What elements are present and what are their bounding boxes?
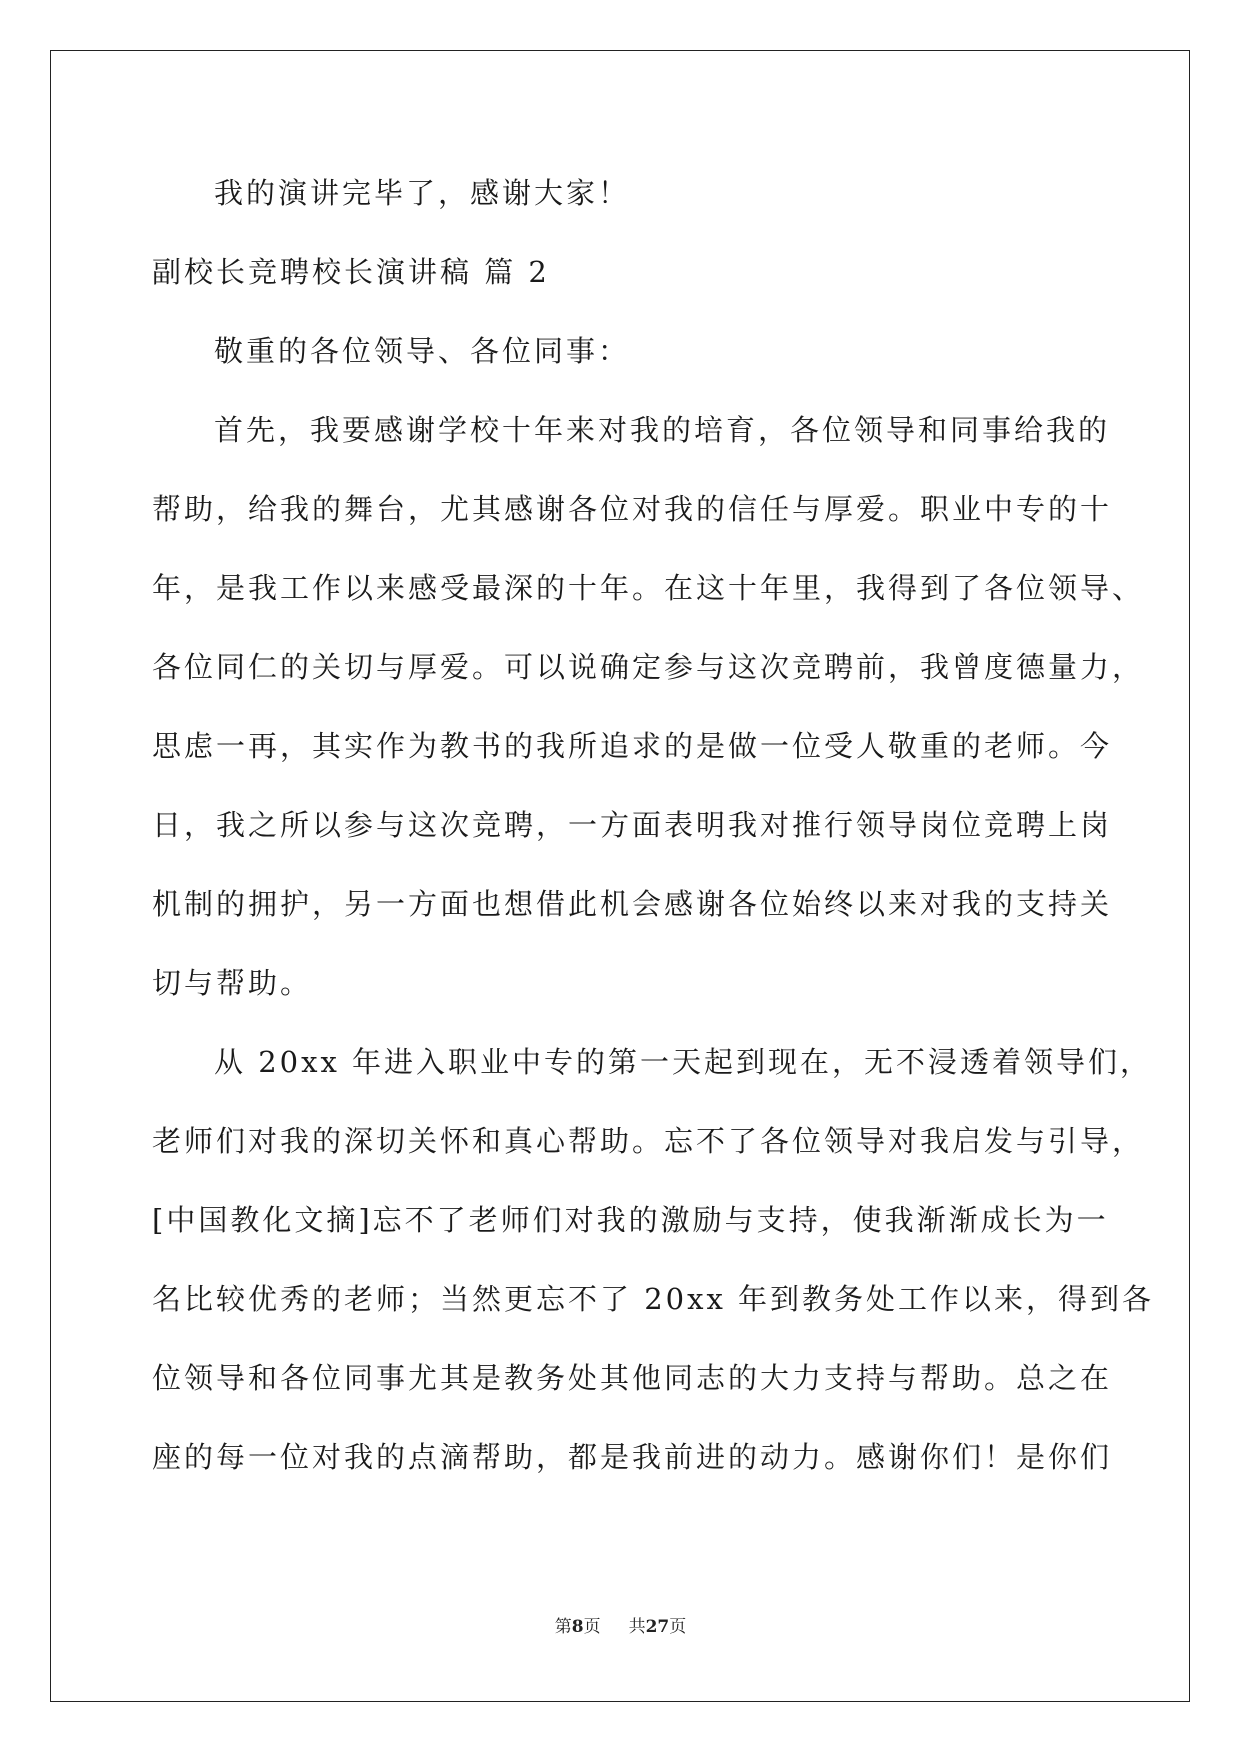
paragraph-line: 老师们对我的深切关怀和真心帮助。忘不了各位领导对我启发与引导， (152, 1124, 1145, 1158)
paragraph-line: [中国教化文摘]忘不了老师们对我的激励与支持，使我渐渐成长为一 (152, 1203, 1109, 1237)
paragraph-line: 座的每一位对我的点滴帮助，都是我前进的动力。感谢你们！是你们 (152, 1440, 1113, 1474)
closing-line: 我的演讲完毕了，感谢大家！ (214, 176, 631, 210)
salutation-line: 敬重的各位领导、各位同事： (214, 334, 631, 368)
paragraph-line: 从 20xx 年进入职业中专的第一天起到现在，无不浸透着领导们， (214, 1045, 1153, 1079)
page-prefix: 第 (554, 1617, 572, 1637)
paragraph-line: 帮助，给我的舞台，尤其感谢各位对我的信任与厚爱。职业中专的十 (152, 492, 1113, 526)
paragraph-line: 各位同仁的关切与厚爱。可以说确定参与这次竞聘前，我曾度德量力， (152, 650, 1145, 684)
page-suffix: 页 (583, 1617, 601, 1637)
document-body (152, 164, 1155, 1507)
paragraph-line: 位领导和各位同事尤其是教务处其他同志的大力支持与帮助。总之在 (152, 1361, 1113, 1395)
paragraph-line: 名比较优秀的老师；当然更忘不了 20xx 年到教务处工作以来，得到各 (152, 1282, 1155, 1316)
paragraph-line: 年，是我工作以来感受最深的十年。在这十年里，我得到了各位领导、 (152, 571, 1145, 605)
paragraph-line: 日，我之所以参与这次竞聘，一方面表明我对推行领导岗位竞聘上岗 (152, 808, 1113, 842)
section-heading: 副校长竞聘校长演讲稿 篇 2 (152, 255, 550, 289)
paragraph-line: 思虑一再，其实作为教书的我所追求的是做一位受人敬重的老师。今 (152, 729, 1113, 763)
total-suffix: 页 (669, 1617, 687, 1637)
current-page-number: 8 (571, 1617, 584, 1637)
paragraph-line: 机制的拥护，另一方面也想借此机会感谢各位始终以来对我的支持关 (152, 887, 1113, 921)
page-number-footer (0, 1617, 1241, 1637)
paragraph-line: 切与帮助。 (152, 966, 313, 1000)
total-prefix: 共 (628, 1617, 646, 1637)
total-page-number: 27 (645, 1617, 670, 1637)
paragraph-line: 首先，我要感谢学校十年来对我的培育，各位领导和同事给我的 (214, 413, 1111, 447)
